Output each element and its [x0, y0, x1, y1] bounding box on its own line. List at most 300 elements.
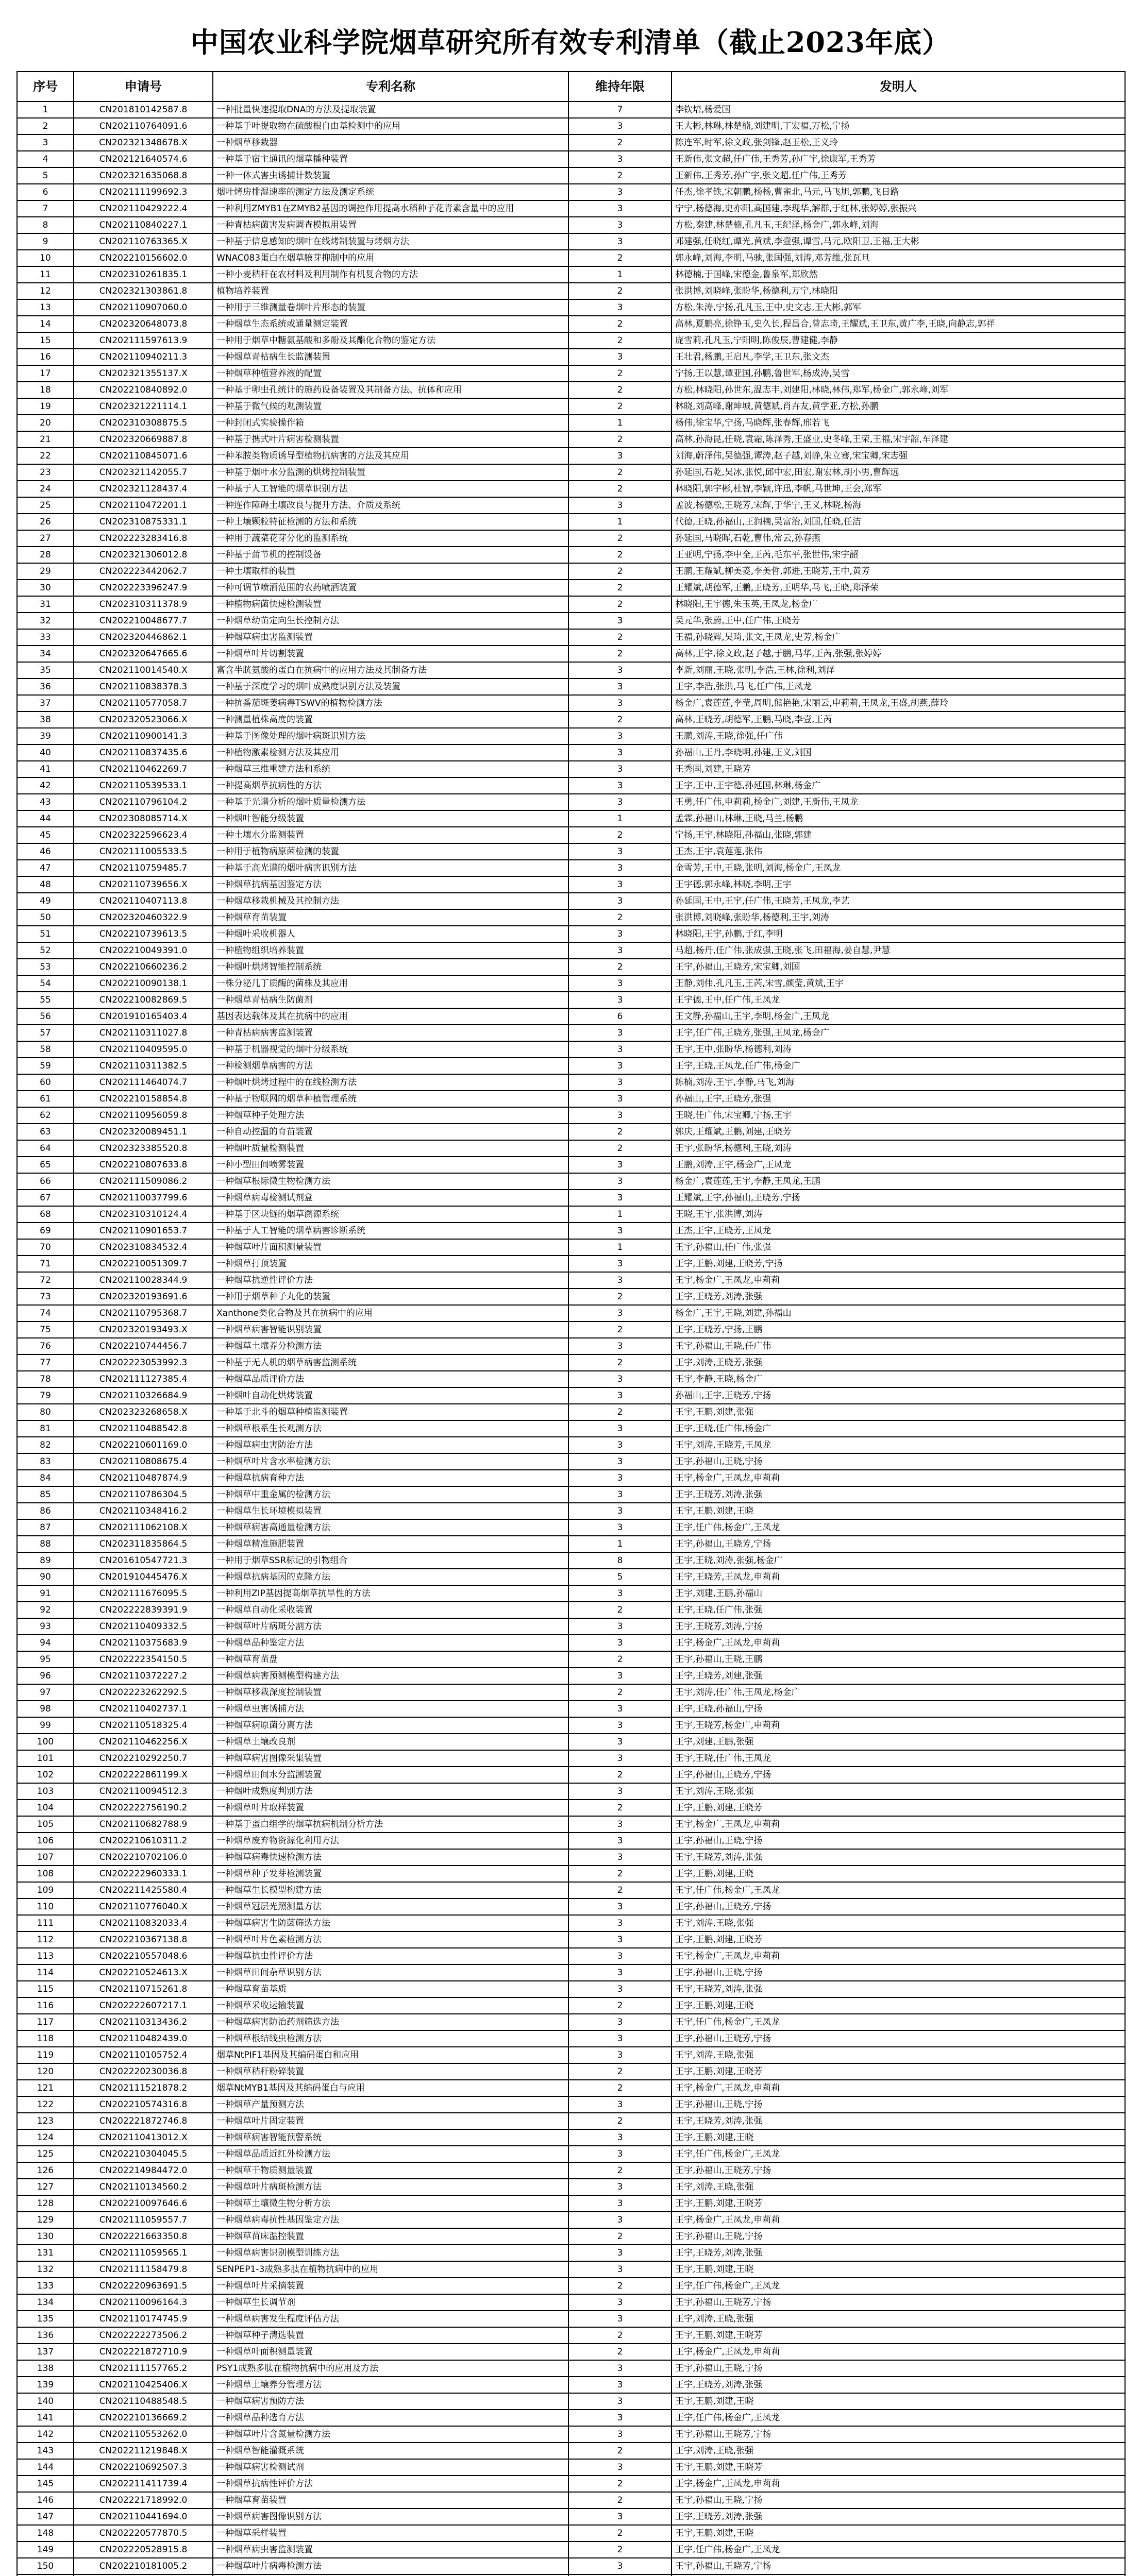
- table-row: [17, 1964, 1125, 1981]
- cell-application-number: CN202223396247.9: [74, 580, 213, 596]
- table-row: [17, 332, 1125, 349]
- cell-years: 2: [568, 2344, 672, 2360]
- cell-index: 121: [17, 2080, 74, 2096]
- cell-years: 3: [568, 1420, 672, 1437]
- table-row: [17, 1734, 1125, 1750]
- cell-years: 2: [568, 1866, 672, 1882]
- cell-application-number: CN202111062108.X: [74, 1519, 213, 1536]
- cell-years: 3: [568, 2294, 672, 2311]
- table-row: [17, 1899, 1125, 1915]
- cell-index: 131: [17, 2245, 74, 2261]
- table-row: [17, 1569, 1125, 1585]
- cell-inventors: 张洪博,刘晓峰,张盼华,杨德利,万宁,林晓阳: [672, 283, 1125, 299]
- cell-inventors: 陈楠,刘涛,王宇,李静,马飞,刘海: [672, 1074, 1125, 1091]
- cell-application-number: CN202111597613.9: [74, 332, 213, 349]
- table-row: [17, 1635, 1125, 1651]
- table-row: [17, 2195, 1125, 2212]
- cell-patent-name: 一种烟草育苗装置: [213, 2492, 568, 2509]
- cell-index: 129: [17, 2212, 74, 2228]
- cell-index: 65: [17, 1157, 74, 1173]
- cell-index: 85: [17, 1486, 74, 1503]
- cell-years: 3: [568, 1899, 672, 1915]
- cell-patent-name: 一种抗番茄斑萎病毒TSWV的植物检测方法: [213, 695, 568, 711]
- cell-years: 3: [568, 1618, 672, 1635]
- cell-application-number: CN202210557048.6: [74, 1948, 213, 1964]
- cell-patent-name: 一种烟草土壤微生物分析方法: [213, 2195, 568, 2212]
- cell-application-number: CN202110518325.4: [74, 1717, 213, 1734]
- cell-patent-name: SENPEP1-3成熟多肽在植物抗病中的应用: [213, 2261, 568, 2278]
- cell-years: 2: [568, 563, 672, 580]
- cell-application-number: CN202110014540.X: [74, 662, 213, 679]
- cell-patent-name: 一种烟草叶片固定装置: [213, 2113, 568, 2129]
- cell-application-number: CN202110838378.3: [74, 679, 213, 695]
- table-row: [17, 1321, 1125, 1338]
- cell-application-number: CN202222756190.2: [74, 1800, 213, 1816]
- cell-years: 3: [568, 1041, 672, 1058]
- table-row: [17, 728, 1125, 744]
- cell-application-number: CN202310261835.1: [74, 266, 213, 283]
- cell-index: 13: [17, 299, 74, 316]
- cell-years: 3: [568, 2311, 672, 2327]
- table-row: [17, 200, 1125, 217]
- table-row: [17, 975, 1125, 992]
- cell-application-number: CN202321221114.1: [74, 398, 213, 415]
- cell-index: 5: [17, 167, 74, 184]
- cell-application-number: CN201810142587.8: [74, 101, 213, 118]
- cell-years: 3: [568, 2459, 672, 2476]
- table-row: [17, 2459, 1125, 2476]
- table-row: [17, 1915, 1125, 1931]
- cell-patent-name: 一种烟草智能灌溉系统: [213, 2443, 568, 2459]
- cell-years: 3: [568, 1025, 672, 1041]
- cell-patent-name: 一种烟草病虫害监测装置: [213, 2541, 568, 2558]
- cell-inventors: 王宇,孙福山,王晓,王鹏: [672, 1651, 1125, 1668]
- cell-years: 3: [568, 1091, 672, 1107]
- cell-patent-name: 一种烟草移栽机械及其控制方法: [213, 893, 568, 909]
- cell-inventors: 王宇,孙福山,王晓芳,宁扬: [672, 2558, 1125, 2574]
- cell-inventors: 孙福山,王宇,王晓芳,张强: [672, 1091, 1125, 1107]
- cell-patent-name: 一种基于机器视觉的烟叶分级系统: [213, 1041, 568, 1058]
- cell-index: 29: [17, 563, 74, 580]
- table-row: [17, 1833, 1125, 1849]
- cell-inventors: 王宇,任广伟,杨金广,王凤龙: [672, 1519, 1125, 1536]
- table-row: [17, 2096, 1125, 2113]
- table-row: [17, 2278, 1125, 2294]
- cell-years: 2: [568, 316, 672, 332]
- cell-years: 3: [568, 1635, 672, 1651]
- cell-years: 3: [568, 2146, 672, 2162]
- cell-index: 66: [17, 1173, 74, 1190]
- cell-years: 3: [568, 497, 672, 514]
- cell-years: 2: [568, 1354, 672, 1371]
- cell-inventors: 王宇,王晓,任广伟,杨金广: [672, 1420, 1125, 1437]
- cell-years: 3: [568, 2360, 672, 2377]
- cell-application-number: CN202111157765.2: [74, 2360, 213, 2377]
- table-row: [17, 596, 1125, 613]
- table-row: [17, 382, 1125, 398]
- cell-years: 2: [568, 646, 672, 662]
- cell-inventors: 王宇,任广伟,杨金广,王凤龙: [672, 1882, 1125, 1899]
- table-row: [17, 398, 1125, 415]
- table-row: [17, 1289, 1125, 1305]
- cell-inventors: 孟波,杨德松,王晓芳,宋辉,于华宁,王义,林晓,杨海: [672, 497, 1125, 514]
- cell-patent-name: 一种烟草种子处理方法: [213, 1107, 568, 1124]
- cell-inventors: 王宇,孙福山,王晓芳,宁扬: [672, 2294, 1125, 2311]
- cell-patent-name: 一种烟草抗逆性评价方法: [213, 1272, 568, 1289]
- cell-index: 76: [17, 1338, 74, 1354]
- cell-index: 25: [17, 497, 74, 514]
- cell-patent-name: 一种烟草育苗基质: [213, 1981, 568, 1997]
- cell-years: 3: [568, 695, 672, 711]
- cell-patent-name: 一种烟草病害图像识别方法: [213, 2509, 568, 2525]
- cell-application-number: CN202110577058.7: [74, 695, 213, 711]
- cell-patent-name: 一种基于叶提取物在硫酸根自由基检测中的应用: [213, 118, 568, 134]
- cell-application-number: CN202110907060.0: [74, 299, 213, 316]
- cell-index: 77: [17, 1354, 74, 1371]
- table-row: [17, 744, 1125, 761]
- cell-index: 38: [17, 711, 74, 728]
- cell-application-number: CN202110409332.5: [74, 1618, 213, 1635]
- table-row: [17, 1206, 1125, 1223]
- cell-index: 9: [17, 233, 74, 250]
- cell-years: 3: [568, 2179, 672, 2195]
- table-row: [17, 1091, 1125, 1107]
- cell-index: 81: [17, 1420, 74, 1437]
- cell-index: 102: [17, 1767, 74, 1783]
- cell-inventors: 王文静,孙福山,王宇,李明,杨金广,王凤龙: [672, 1008, 1125, 1025]
- cell-index: 43: [17, 794, 74, 810]
- cell-index: 96: [17, 1668, 74, 1684]
- cell-index: 71: [17, 1256, 74, 1272]
- table-row: [17, 1701, 1125, 1717]
- table-row: [17, 2245, 1125, 2261]
- cell-years: 2: [568, 629, 672, 646]
- cell-years: 5: [568, 1569, 672, 1585]
- cell-index: 16: [17, 349, 74, 365]
- cell-index: 87: [17, 1519, 74, 1536]
- cell-years: 2: [568, 2278, 672, 2294]
- cell-patent-name: 烟草NtPIF1基因及其编码蛋白和应用: [213, 2047, 568, 2063]
- cell-index: 49: [17, 893, 74, 909]
- cell-inventors: 王壮君,杨鹏,王启凡,李学,王卫东,张文杰: [672, 349, 1125, 365]
- cell-inventors: 王宇,王晓芳,刘涛,张强: [672, 1981, 1125, 1997]
- cell-index: 92: [17, 1602, 74, 1618]
- cell-patent-name: 基因表达载体及其在抗病中的应用: [213, 1008, 568, 1025]
- cell-patent-name: 一种烟草抗病基因的克隆方法: [213, 1569, 568, 1585]
- cell-index: 146: [17, 2492, 74, 2509]
- cell-application-number: CN202110413012.X: [74, 2129, 213, 2146]
- table-row: [17, 1816, 1125, 1833]
- cell-patent-name: 一种烟草品质近红外检测方法: [213, 2146, 568, 2162]
- table-row: [17, 1602, 1125, 1618]
- cell-application-number: CN202210181005.2: [74, 2558, 213, 2574]
- cell-inventors: 王宇,王鹏,刘建,王晓芳: [672, 2195, 1125, 2212]
- cell-index: 93: [17, 1618, 74, 1635]
- table-row: [17, 2311, 1125, 2327]
- cell-application-number: CN202110901653.7: [74, 1223, 213, 1239]
- cell-application-number: CN202322596623.4: [74, 827, 213, 843]
- cell-application-number: CN202220963691.5: [74, 2278, 213, 2294]
- cell-patent-name: 一种自动控温的育苗装置: [213, 1124, 568, 1140]
- cell-years: 2: [568, 332, 672, 349]
- cell-application-number: CN202221872746.8: [74, 2113, 213, 2129]
- table-row: [17, 1041, 1125, 1058]
- cell-patent-name: 一种测量植株高度的装置: [213, 711, 568, 728]
- cell-patent-name: 一种烟草病害图像采集装置: [213, 1750, 568, 1767]
- cell-inventors: 王宇,孙福山,王晓芳,宁扬: [672, 1536, 1125, 1552]
- table-row: [17, 1404, 1125, 1420]
- cell-years: 2: [568, 1997, 672, 2014]
- cell-index: 35: [17, 662, 74, 679]
- cell-inventors: 王宇,王晓,任广伟,张强: [672, 1602, 1125, 1618]
- cell-inventors: 李钦培,杨爱国: [672, 101, 1125, 118]
- table-row: [17, 464, 1125, 481]
- cell-application-number: CN202110487874.9: [74, 1470, 213, 1486]
- cell-years: 3: [568, 1816, 672, 1833]
- cell-inventors: 王宇,孙福山,王晓芳,宋宝卿,刘国: [672, 959, 1125, 975]
- cell-application-number: CN202320460322.9: [74, 909, 213, 926]
- cell-patent-name: 一种烟草青枯病生长监测装置: [213, 349, 568, 365]
- cell-years: 2: [568, 167, 672, 184]
- cell-index: 6: [17, 184, 74, 200]
- cell-application-number: CN202110311027.8: [74, 1025, 213, 1041]
- table-row: [17, 1849, 1125, 1866]
- cell-index: 144: [17, 2459, 74, 2476]
- cell-index: 126: [17, 2162, 74, 2179]
- cell-inventors: 宁宁,杨德海,史亦阳,高国建,李现华,解群,于红林,张婷婷,张振兴: [672, 200, 1125, 217]
- cell-application-number: CN202321142055.7: [74, 464, 213, 481]
- cell-patent-name: 一种烟草根际微生物检测方法: [213, 1173, 568, 1190]
- cell-patent-name: 一种植物激素检测方法及其应用: [213, 744, 568, 761]
- cell-inventors: 王耀斌,王宇,孙福山,王晓芳,宁扬: [672, 1190, 1125, 1206]
- cell-application-number: CN202110786304.5: [74, 1486, 213, 1503]
- cell-inventors: 王宇,杨金广,王凤龙,申莉莉: [672, 1635, 1125, 1651]
- cell-patent-name: 一种提高烟草抗病性的方法: [213, 777, 568, 794]
- cell-patent-name: 一种基于微气候的观测装置: [213, 398, 568, 415]
- cell-index: 106: [17, 1833, 74, 1849]
- cell-index: 103: [17, 1783, 74, 1800]
- cell-patent-name: 一种烟草田间水分监测装置: [213, 1767, 568, 1783]
- cell-index: 27: [17, 530, 74, 547]
- cell-application-number: CN202210660236.2: [74, 959, 213, 975]
- cell-patent-name: 一种烟草生长环境模拟装置: [213, 1503, 568, 1519]
- cell-inventors: 杨金广,袁莲莲,王宇,李静,王凤龙,王鹏: [672, 1173, 1125, 1190]
- table-row: [17, 613, 1125, 629]
- cell-application-number: CN202110375683.9: [74, 1635, 213, 1651]
- cell-inventors: 王宇,王晓芳,刘涛,张强: [672, 2245, 1125, 2261]
- table-row: [17, 2410, 1125, 2426]
- cell-application-number: CN202211425580.4: [74, 1882, 213, 1899]
- cell-years: 3: [568, 1058, 672, 1074]
- cell-patent-name: 一种烟叶成熟度判别方法: [213, 1783, 568, 1800]
- cell-inventors: 杨金广,王宇,王晓,刘建,孙福山: [672, 1305, 1125, 1321]
- cell-inventors: 王福,孙晓辉,吴琦,张文,王凤龙,史芳,杨金广: [672, 629, 1125, 646]
- cell-patent-name: 一种可调节喷洒范围的农药喷洒装置: [213, 580, 568, 596]
- cell-index: 1: [17, 101, 74, 118]
- cell-patent-name: 一种苯胺类物质诱导型植物抗病害的方法及其应用: [213, 448, 568, 464]
- cell-patent-name: 一种烟草育苗装置: [213, 909, 568, 926]
- cell-index: 48: [17, 876, 74, 893]
- cell-inventors: 任杰,徐孝铁,宋朝鹏,杨杨,曹雀北,马元,马飞旭,郭鹏,飞日路: [672, 184, 1125, 200]
- cell-patent-name: 一种用于蔬菜花芽分化的监测系统: [213, 530, 568, 547]
- cell-patent-name: 一种烟草田间杂草识别方法: [213, 1964, 568, 1981]
- cell-years: 3: [568, 860, 672, 876]
- cell-inventors: 王宇,王晓芳,刘涛,张强: [672, 1289, 1125, 1305]
- table-row: [17, 2146, 1125, 2162]
- cell-application-number: CN202110840227.1: [74, 217, 213, 233]
- cell-application-number: CN202110425406.X: [74, 2377, 213, 2393]
- cell-index: 51: [17, 926, 74, 942]
- cell-application-number: CN202111464074.7: [74, 1074, 213, 1091]
- cell-index: 39: [17, 728, 74, 744]
- header-inventors: 发明人: [672, 72, 1125, 101]
- table-row: [17, 250, 1125, 266]
- cell-application-number: CN202111127385.4: [74, 1371, 213, 1387]
- cell-patent-name: 一种植物病菌快速检测装置: [213, 596, 568, 613]
- table-row: [17, 794, 1125, 810]
- cell-patent-name: 一种基于区块链的烟草溯源系统: [213, 1206, 568, 1223]
- cell-inventors: 王宇,杨金广,王凤龙,申莉莉: [672, 2476, 1125, 2492]
- cell-inventors: 王宇,孙福山,王晓芳,宁扬: [672, 1767, 1125, 1783]
- cell-application-number: CN201610547721.3: [74, 1552, 213, 1569]
- cell-patent-name: 一种烟草生长调节剂: [213, 2294, 568, 2311]
- cell-inventors: 王宇,王鹏,刘建,王晓芳: [672, 2063, 1125, 2080]
- cell-patent-name: 一种基于蒲节机的控制设备: [213, 547, 568, 563]
- cell-index: 99: [17, 1717, 74, 1734]
- cell-application-number: CN202210601169.0: [74, 1437, 213, 1453]
- cell-inventors: 王宇,孙福山,王晓芳,宁扬: [672, 2162, 1125, 2179]
- cell-index: 24: [17, 481, 74, 497]
- cell-years: 2: [568, 2476, 672, 2492]
- cell-application-number: CN202110682788.9: [74, 1816, 213, 1833]
- cell-inventors: 杨金广,袁莲莲,李莹,周明,熊艳艳,宋丽云,申莉莉,王凤龙,王盛,胡燕,薛玲: [672, 695, 1125, 711]
- cell-patent-name: 一种基于人工智能的烟草病害诊断系统: [213, 1223, 568, 1239]
- cell-inventors: 王宇,刘涛,王晓芳,张强: [672, 1354, 1125, 1371]
- table-row: [17, 2212, 1125, 2228]
- cell-years: 3: [568, 2509, 672, 2525]
- cell-application-number: CN202210840892.0: [74, 382, 213, 398]
- cell-patent-name: 一种烟草抗病性评价方法: [213, 2476, 568, 2492]
- cell-patent-name: 一种小型田间喷雾装置: [213, 1157, 568, 1173]
- cell-index: 110: [17, 1899, 74, 1915]
- cell-years: 2: [568, 134, 672, 151]
- cell-years: 2: [568, 596, 672, 613]
- cell-index: 137: [17, 2344, 74, 2360]
- cell-years: 3: [568, 1750, 672, 1767]
- cell-inventors: 王宇,王鹏,刘建,王晓: [672, 2525, 1125, 2541]
- cell-application-number: CN202320193691.6: [74, 1289, 213, 1305]
- cell-application-number: CN202222607217.1: [74, 1997, 213, 2014]
- cell-index: 132: [17, 2261, 74, 2278]
- cell-patent-name: 一种烟草病害检测试剂: [213, 2459, 568, 2476]
- cell-patent-name: 一种烟草品种选育方法: [213, 2410, 568, 2426]
- cell-inventors: 王宇,王鹏,刘建,张强: [672, 1404, 1125, 1420]
- cell-application-number: CN202110759485.7: [74, 860, 213, 876]
- cell-inventors: 方松,朱涛,宁扬,孔凡玉,王中,史文志,王大彬,郭军: [672, 299, 1125, 316]
- cell-patent-name: 一种烟草移栽器: [213, 134, 568, 151]
- cell-years: 3: [568, 1190, 672, 1206]
- cell-index: 113: [17, 1948, 74, 1964]
- cell-index: 88: [17, 1536, 74, 1552]
- cell-patent-name: 一种基于烟叶水分监测的烘烤控制装置: [213, 464, 568, 481]
- cell-years: 3: [568, 2377, 672, 2393]
- cell-inventors: 宁扬,王以慧,谭亚国,孙鹏,鲁世军,杨成涛,吴雪: [672, 365, 1125, 382]
- cell-inventors: 高林,王宇,徐文政,赵子越,于鹏,马华,王芮,张强,张婷婷: [672, 646, 1125, 662]
- cell-years: 3: [568, 1519, 672, 1536]
- cell-years: 3: [568, 679, 672, 695]
- cell-inventors: 王宇,刘涛,王晓,张强: [672, 1915, 1125, 1931]
- cell-inventors: 王宇,刘涛,王晓,张强: [672, 2179, 1125, 2195]
- cell-index: 133: [17, 2278, 74, 2294]
- cell-inventors: 王宇,王鹏,刘建,王晓: [672, 1503, 1125, 1519]
- cell-application-number: CN202310875331.1: [74, 514, 213, 530]
- table-row: [17, 1684, 1125, 1701]
- cell-years: 2: [568, 1767, 672, 1783]
- cell-inventors: 王宇,王晓,王凤龙,任广伟,杨金广: [672, 1058, 1125, 1074]
- cell-index: 15: [17, 332, 74, 349]
- cell-application-number: CN202110326684.9: [74, 1387, 213, 1404]
- table-row: [17, 1503, 1125, 1519]
- cell-application-number: CN202110096164.3: [74, 2294, 213, 2311]
- cell-years: 3: [568, 1981, 672, 1997]
- cell-inventors: 王杰,王宇,王晓芳,王凤龙: [672, 1223, 1125, 1239]
- cell-years: 3: [568, 1256, 672, 1272]
- cell-index: 91: [17, 1585, 74, 1602]
- cell-index: 28: [17, 547, 74, 563]
- cell-inventors: 王宇,李静,王晓,杨金广: [672, 1371, 1125, 1387]
- cell-inventors: 杨伟,徐宝华,宁扬,马晓辉,张春辉,邢若飞: [672, 415, 1125, 431]
- table-row: [17, 1717, 1125, 1734]
- cell-patent-name: 一种烟草采样装置: [213, 2525, 568, 2541]
- cell-years: 3: [568, 876, 672, 893]
- cell-index: 61: [17, 1091, 74, 1107]
- cell-years: 3: [568, 992, 672, 1008]
- table-row: [17, 349, 1125, 365]
- table-row: [17, 893, 1125, 909]
- cell-patent-name: 一种烟草病害智能识别装置: [213, 1321, 568, 1338]
- cell-inventors: 王宇,王晓芳,刘涛,张强: [672, 1849, 1125, 1866]
- cell-index: 114: [17, 1964, 74, 1981]
- cell-patent-name: 一种烟草病害高通量检测方法: [213, 1519, 568, 1536]
- cell-application-number: CN202323268658.X: [74, 1404, 213, 1420]
- cell-patent-name: 一种土壤取样的装置: [213, 563, 568, 580]
- cell-inventors: 王宇,王鹏,刘建,王晓: [672, 2261, 1125, 2278]
- table-row: [17, 1948, 1125, 1964]
- cell-application-number: CN202111158479.8: [74, 2261, 213, 2278]
- cell-inventors: 王宇,杨金广,王凤龙,申莉莉: [672, 1272, 1125, 1289]
- cell-index: 107: [17, 1849, 74, 1866]
- table-row: [17, 942, 1125, 959]
- cell-application-number: CN202321355137.X: [74, 365, 213, 382]
- cell-patent-name: 一种烟草苗床温控装置: [213, 2228, 568, 2245]
- cell-index: 7: [17, 200, 74, 217]
- cell-inventors: 李新,刘丽,王晓,张明,李浩,王林,徐利,刘泽: [672, 662, 1125, 679]
- cell-inventors: 王宇,孙福山,王晓,宁扬: [672, 2228, 1125, 2245]
- table-row: [17, 283, 1125, 299]
- table-row: [17, 2063, 1125, 2080]
- cell-years: 1: [568, 1239, 672, 1256]
- cell-application-number: CN202210049391.0: [74, 942, 213, 959]
- cell-application-number: CN201910445476.X: [74, 1569, 213, 1585]
- cell-years: 3: [568, 1849, 672, 1866]
- cell-years: 3: [568, 1338, 672, 1354]
- table-row: [17, 761, 1125, 777]
- cell-years: 3: [568, 1734, 672, 1750]
- cell-inventors: 王宇,杨金广,王凤龙,申莉莉: [672, 1470, 1125, 1486]
- cell-years: 3: [568, 761, 672, 777]
- table-row: [17, 1997, 1125, 2014]
- cell-index: 108: [17, 1866, 74, 1882]
